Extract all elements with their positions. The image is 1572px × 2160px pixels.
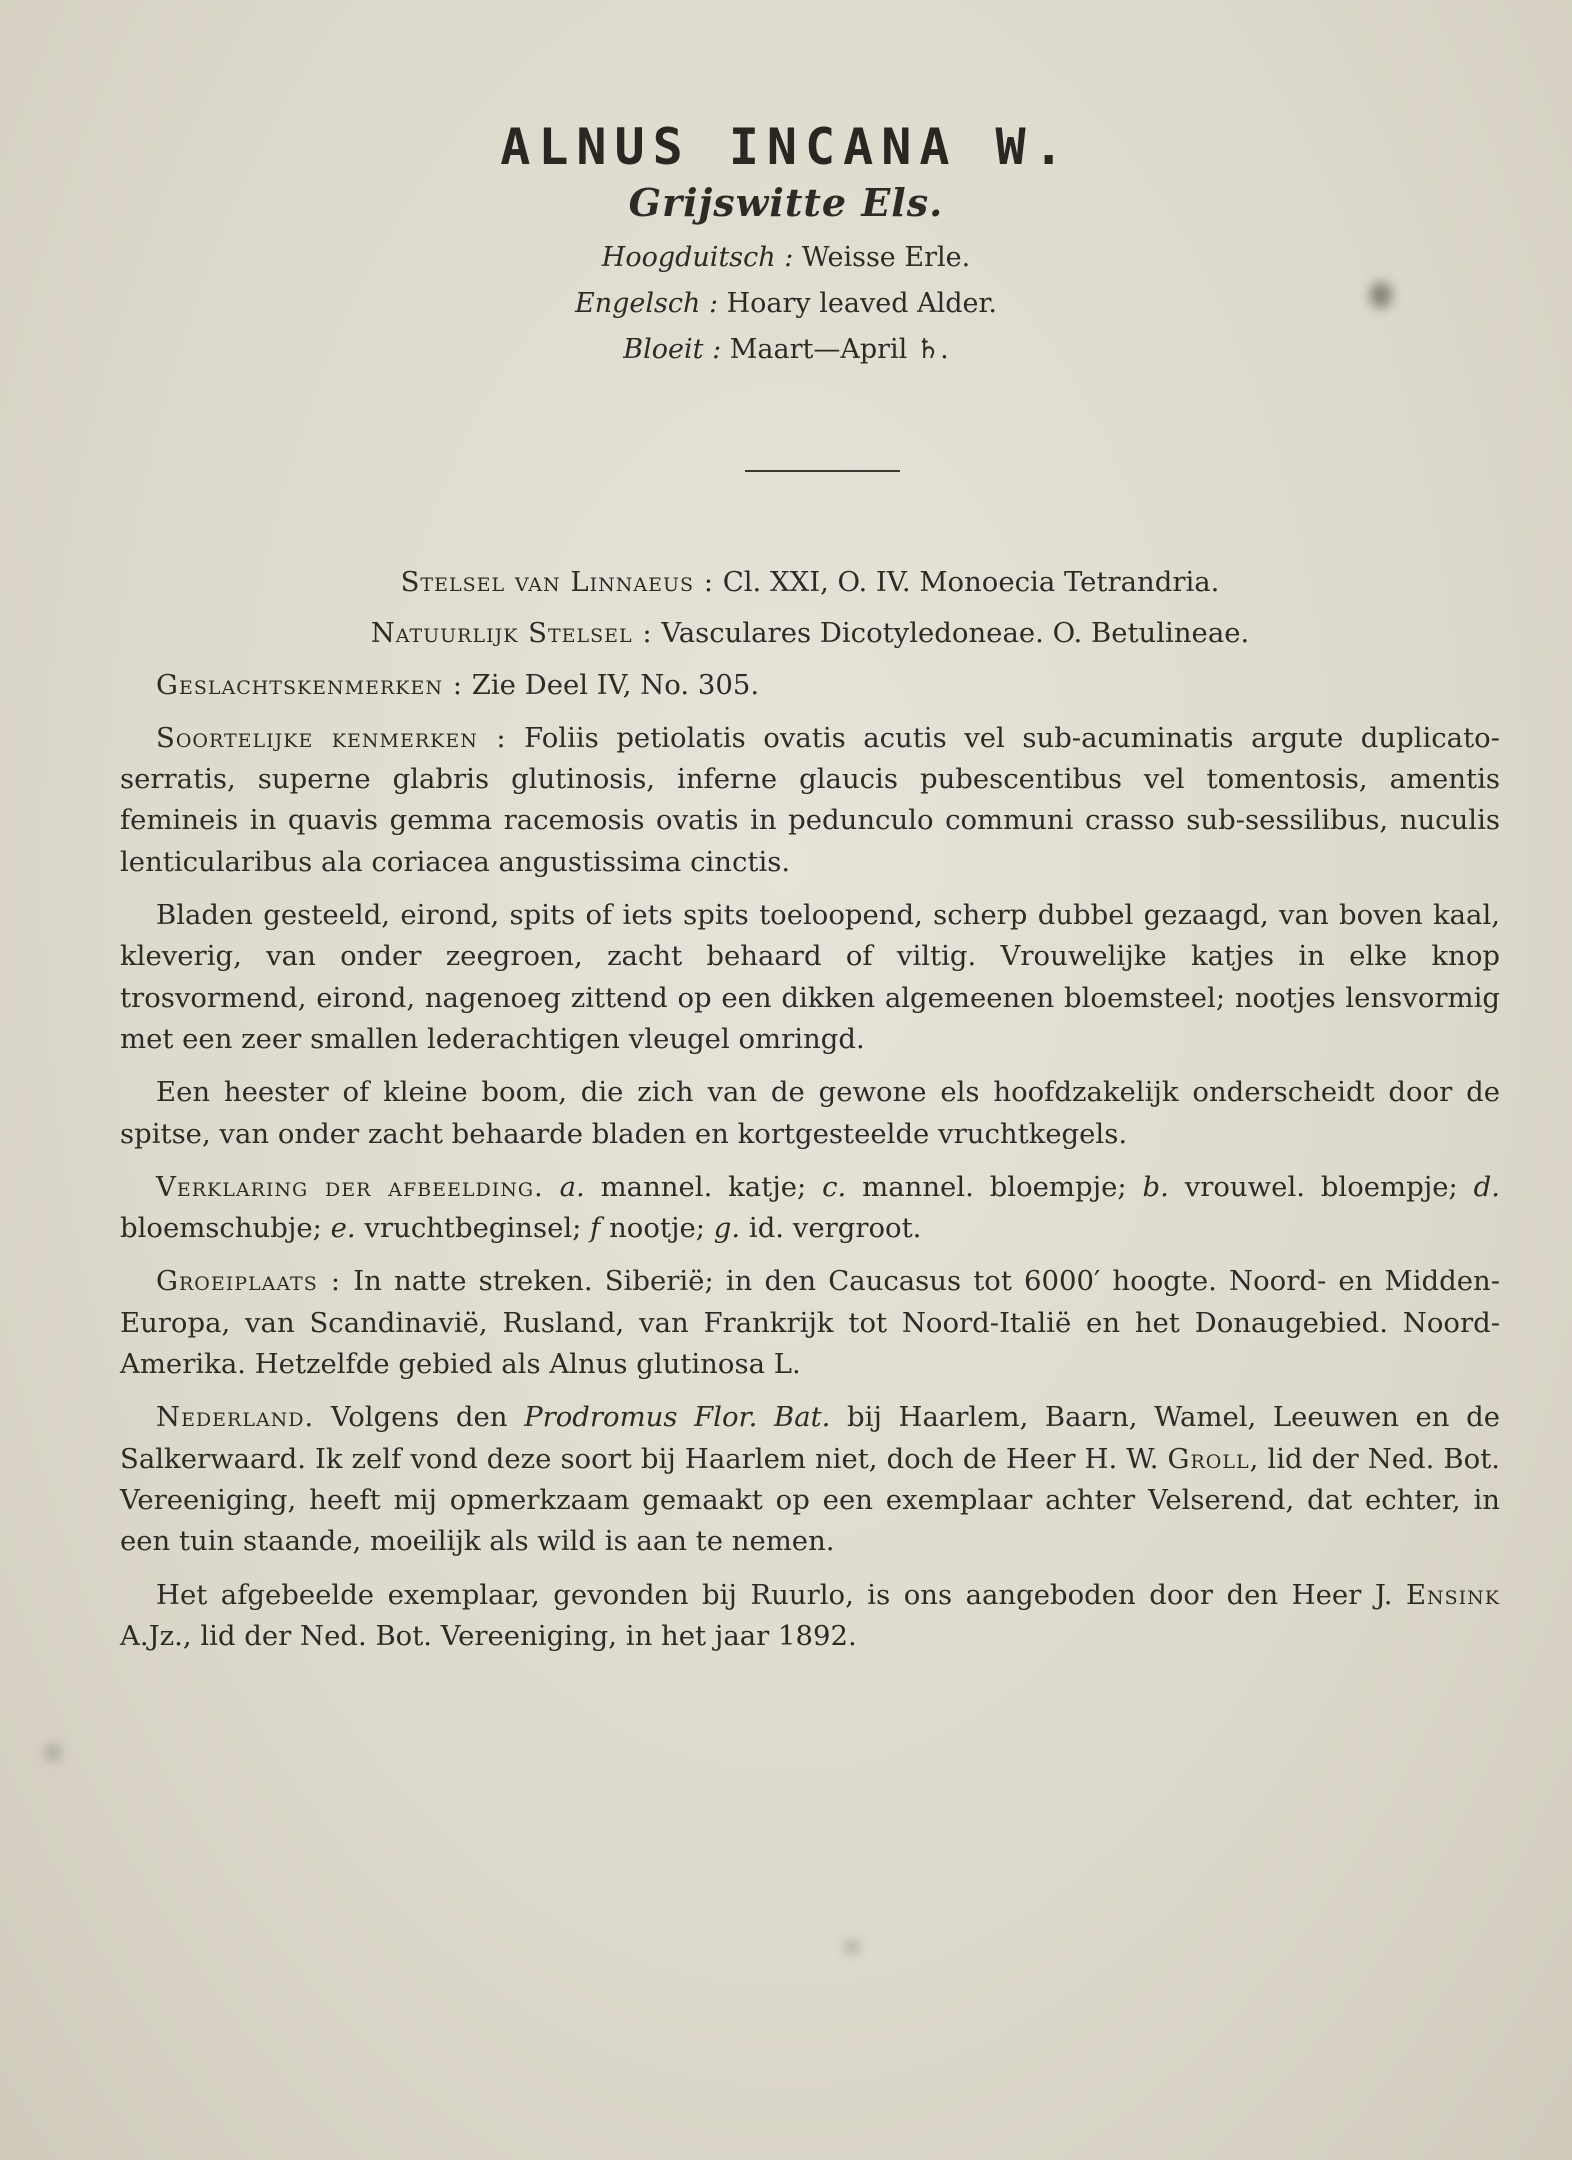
linnaeus-label: Stelsel van Linnaeus : bbox=[400, 566, 714, 598]
netherlands-label: Nederland. bbox=[156, 1401, 315, 1434]
english-label: Engelsch : bbox=[575, 288, 719, 319]
figure-text-g: id. vergroot. bbox=[740, 1212, 922, 1245]
netherlands-text-2: bij Haarlem, Baarn, Wamel, Leeuwen en de Salkerwaard. Ik zelf vond deze soort bij Haarlem niet, doch de Heer H. W. bbox=[120, 1401, 1501, 1475]
netherlands-distribution bbox=[120, 1397, 1500, 1562]
natural-text: Vasculares Dicotyledoneae. O. Betulineae. bbox=[652, 617, 1250, 650]
english-name-line bbox=[0, 288, 1572, 319]
german-value: Weisse Erle. bbox=[793, 242, 971, 273]
prodromus-title: Prodromus Flor. Bat. bbox=[524, 1401, 831, 1434]
ink-spot bbox=[45, 1745, 61, 1761]
figure-key-c: c. bbox=[822, 1170, 847, 1203]
shrub-note: Een heester of kleine boom, die zich van de gewone els hoofdzakelijk onderscheidt door de spitse, van onder zacht behaarde bladen en kortgesteelde vruchtkegels. bbox=[120, 1076, 1500, 1150]
figure-key-b: b. bbox=[1142, 1170, 1169, 1203]
dutch-description: Bladen gesteeld, eirond, spits of iets spits toeloopend, scherp dubbel gezaagd, van boven kaal, kleverig, van onder zeegroen, zacht behaard of viltig. Vrouwelijke katjes in elke knop trosvormend, eirond, nagenoeg zittend op een dikken algemeenen bloemsteel; nootjes lensvormig met een zeer smallen lederachtigen vleugel omringd. bbox=[120, 899, 1500, 1055]
english-value: Hoary leaved Alder. bbox=[718, 288, 997, 319]
groll-name: Groll bbox=[1167, 1442, 1250, 1475]
flowering-line bbox=[0, 334, 1572, 365]
german-label: Hoogduitsch : bbox=[601, 242, 794, 273]
species-characteristics bbox=[120, 718, 1500, 883]
common-name: Grijswitte Els. bbox=[628, 180, 944, 225]
specimen-note bbox=[120, 1575, 1500, 1658]
specimen-text-1: Het afgebeelde exemplaar, gevonden bij Ruurlo, is ons aangeboden door den Heer J. bbox=[156, 1578, 1406, 1611]
figure-explanation bbox=[120, 1167, 1500, 1250]
figure-text-e: vruchtbeginsel; bbox=[355, 1212, 591, 1245]
figure-text-c: mannel. bloempje; bbox=[846, 1170, 1143, 1203]
species-text: Foliis petiolatis ovatis acutis vel sub-acuminatis argute duplicato-serratis, superne glabris glutinosis, inferne glaucis pubescentibus vel tomentosis, amentis femineis in quavis gemma racemosis ovatis in pedunculo communi crasso sub-sessilibus, nuculis lenticularibus ala coriacea angustissima cinctis. bbox=[120, 721, 1500, 878]
german-name-line bbox=[0, 242, 1572, 273]
figure-text-b: vrouwel. bloempje; bbox=[1168, 1170, 1474, 1203]
natural-system bbox=[120, 613, 1500, 654]
figure-text-d: bloemschubje; bbox=[120, 1212, 331, 1245]
habitat-label: Groeiplaats : bbox=[156, 1265, 342, 1298]
figure-key-e: e. bbox=[330, 1212, 356, 1245]
flowering-label: Bloeit : bbox=[623, 334, 722, 365]
figure-label: Verklaring der afbeelding. bbox=[156, 1170, 544, 1203]
natural-label: Natuurlijk Stelsel : bbox=[370, 617, 653, 650]
linnaeus-text: Cl. XXI, O. IV. Monoecia Tetrandria. bbox=[713, 566, 1220, 598]
figure-text-f: nootje; bbox=[600, 1212, 714, 1245]
body-text bbox=[120, 562, 1500, 1669]
genus-text: Zie Deel IV, No. 305. bbox=[463, 668, 760, 701]
flowering-value: Maart—April ♄. bbox=[721, 334, 949, 365]
figure-key-a: a. bbox=[559, 1170, 585, 1203]
netherlands-text-3: , lid der Ned. Bot. Vereeniging, heeft mij opmerkzaam gemaakt op een exemplaar achter Velserend, dat echter, in een tuin staande, moeilijk als wild is aan te nemen. bbox=[120, 1442, 1500, 1558]
figure-key-f: f bbox=[590, 1212, 601, 1245]
habitat bbox=[120, 1261, 1500, 1385]
genus-characteristics bbox=[120, 665, 1500, 706]
habitat-text: In natte streken. Siberië; in den Caucasus tot 6000′ hoogte. Noord- en Midden-Europa, van Scandinavië, Rusland, van Frankrijk tot Noord-Italië en het Donaugebied. Noord-Amerika. Hetzelfde gebied als Alnus glutinosa L. bbox=[120, 1265, 1500, 1381]
ink-spot bbox=[845, 1940, 859, 1954]
divider bbox=[745, 470, 900, 472]
genus-label: Geslachtskenmerken : bbox=[156, 668, 464, 701]
linnaeus-system bbox=[120, 562, 1500, 603]
figure-key-g: g. bbox=[713, 1212, 741, 1245]
figure-text-a: mannel. katje; bbox=[584, 1170, 823, 1203]
species-title: ALNUS INCANA W. bbox=[500, 118, 1072, 176]
ensink-name: Ensink bbox=[1405, 1578, 1500, 1611]
netherlands-text-1: Volgens den bbox=[314, 1401, 525, 1434]
figure-key-d: d. bbox=[1473, 1170, 1500, 1203]
specimen-text-2: A.Jz., lid der Ned. Bot. Vereeniging, in het jaar 1892. bbox=[120, 1619, 857, 1652]
species-label: Soortelijke kenmerken : bbox=[156, 721, 507, 754]
